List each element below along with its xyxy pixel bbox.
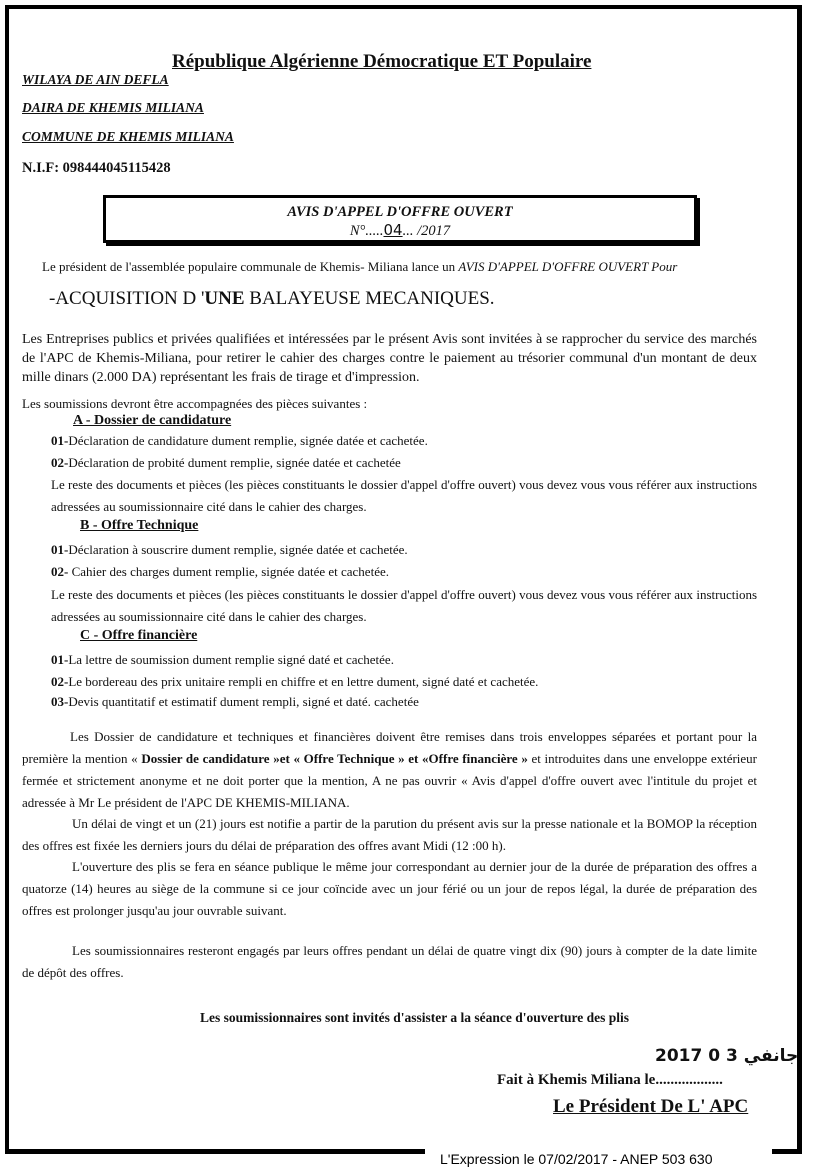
section-b-item: 02- Cahier des charges dument remplie, signée datée et cachetée. xyxy=(51,564,389,579)
bottom-rule-right xyxy=(772,1149,802,1154)
bottom-rule xyxy=(5,1149,425,1154)
intro-line: Le président de l'assemblée populaire communale de Khemis- Miliana lance un AVIS D'APPEL D'OFFRE OUVERT Pour xyxy=(42,259,678,274)
wilaya-line: WILAYA DE AIN DEFLA xyxy=(22,72,169,87)
section-c-item: 02-Le bordereau des prix unitaire rempli en chiffre et en lettre dument, signé daté et cachetée. xyxy=(51,674,539,689)
section-b-note: Le reste des documents et pièces (les pièces constituants le dossier d'appel d'offre ouvert) vous devez vous vous référer aux instructions adressées au soumissionnaire cité dans le cahier des charges. xyxy=(51,587,757,624)
nif-number: N.I.F: 098444045115428 xyxy=(22,160,171,176)
section-a-item: 02-Déclaration de probité dument remplie, signée datée et cachetée xyxy=(51,455,401,470)
section-a-title: A - Dossier de candidature xyxy=(73,413,232,428)
section-c-item: 01-La lettre de soumission dument remplie signé daté et cachetée. xyxy=(51,652,394,667)
section-a-note: Le reste des documents et pièces (les pièces constituants le dossier d'appel d'offre ouvert) vous devez vous vous référer aux instructions adressées au soumissionnaire cité dans le cahier des charges. xyxy=(51,477,757,514)
submissions-line: Les soumissions devront être accompagnées des pièces suivantes : xyxy=(22,396,368,411)
document-title: République Algérienne Démocratique ET Populaire xyxy=(172,51,592,72)
section-b-title: B - Offre Technique xyxy=(80,518,199,533)
signature-title: Le Président De L' APC xyxy=(553,1096,749,1117)
handwritten-number: 04 xyxy=(383,221,403,239)
commune-line: COMMUNE DE KHEMIS MILIANA xyxy=(22,129,234,144)
invitation-line: Les soumissionnaires sont invités d'assister a la séance d'ouverture des plis xyxy=(200,1010,630,1025)
engagement-paragraph: Les soumissionnaires resteront engagés par leurs offres pendant un délai de quatre vingt dix (90) jours à compter de la date limite de dépôt des offres. xyxy=(22,943,757,980)
footer-credit: L'Expression le 07/02/2017 - ANEP 503 630 xyxy=(440,1151,713,1167)
signature-place: Fait à Khemis Miliana le.................. xyxy=(497,1072,723,1088)
date-stamp: 2017 جانفي 3 0 xyxy=(655,1046,799,1066)
section-b-item: 01-Déclaration à souscrire dument remplie, signée datée et cachetée. xyxy=(51,542,408,557)
tender-object: -ACQUISITION D 'UNE BALAYEUSE MECANIQUES. xyxy=(49,288,495,309)
daira-line: DAIRA DE KHEMIS MILIANA xyxy=(22,100,204,115)
opening-paragraph: L'ouverture des plis se fera en séance publique le même jour correspondant au dernier jour de la durée de préparation des offres a quatorze (14) heures au siège de la commune si ce jour coïncide avec un jour férié ou un jour de repos légal, la durée de préparation des offres est prolonger jusqu'au jour ouvrable suivant. xyxy=(22,859,757,918)
notice-number: N°.....04... /2017 xyxy=(349,221,451,239)
section-a-item: 01-Déclaration de candidature dument remplie, signée datée et cachetée. xyxy=(51,433,428,448)
section-c-item: 03-Devis quantitatif et estimatif dument rempli, signé et daté. cachetée xyxy=(51,694,419,709)
envelopes-paragraph: Les Dossier de candidature et techniques et financières doivent être remises dans trois enveloppes séparées et portant pour la première la mention « Dossier de candidature »et « Offre Technique » et «Offre financière » et introduites dans une enveloppe extérieur fermée et strictement anonyme et ne doit porter que la mention, A ne pas ouvrir « Avis d'appel d'offre ouvert avec l'intitule du projet et adressée à Mr Le président de l'APC DE KHEMIS-MILIANA. xyxy=(22,729,758,810)
delay-paragraph: Un délai de vingt et un (21) jours est notifie a partir de la parution du présent avis sur la presse nationale et la BOMOP la réception des offres est fixée les derniers jours du délai de préparation des offres avant Midi (12 :00 h). xyxy=(22,816,757,853)
notice-title-box xyxy=(103,195,697,243)
notice-title: AVIS D'APPEL D'OFFRE OUVERT xyxy=(287,204,513,220)
section-c-title: C - Offre financière xyxy=(80,628,198,643)
intro-paragraph: Les Entreprises publics et privées qualifiées et intéressées par le présent Avis sont invitées à se rapprocher du service des marchés de l'APC de Khemis-Miliana, pour retirer le cahier des charges contre le paiement au trésorier communal d'un montant de deux mille dinars (2.000 DA) représentant les frais de tirage et d'impression. xyxy=(22,332,757,385)
